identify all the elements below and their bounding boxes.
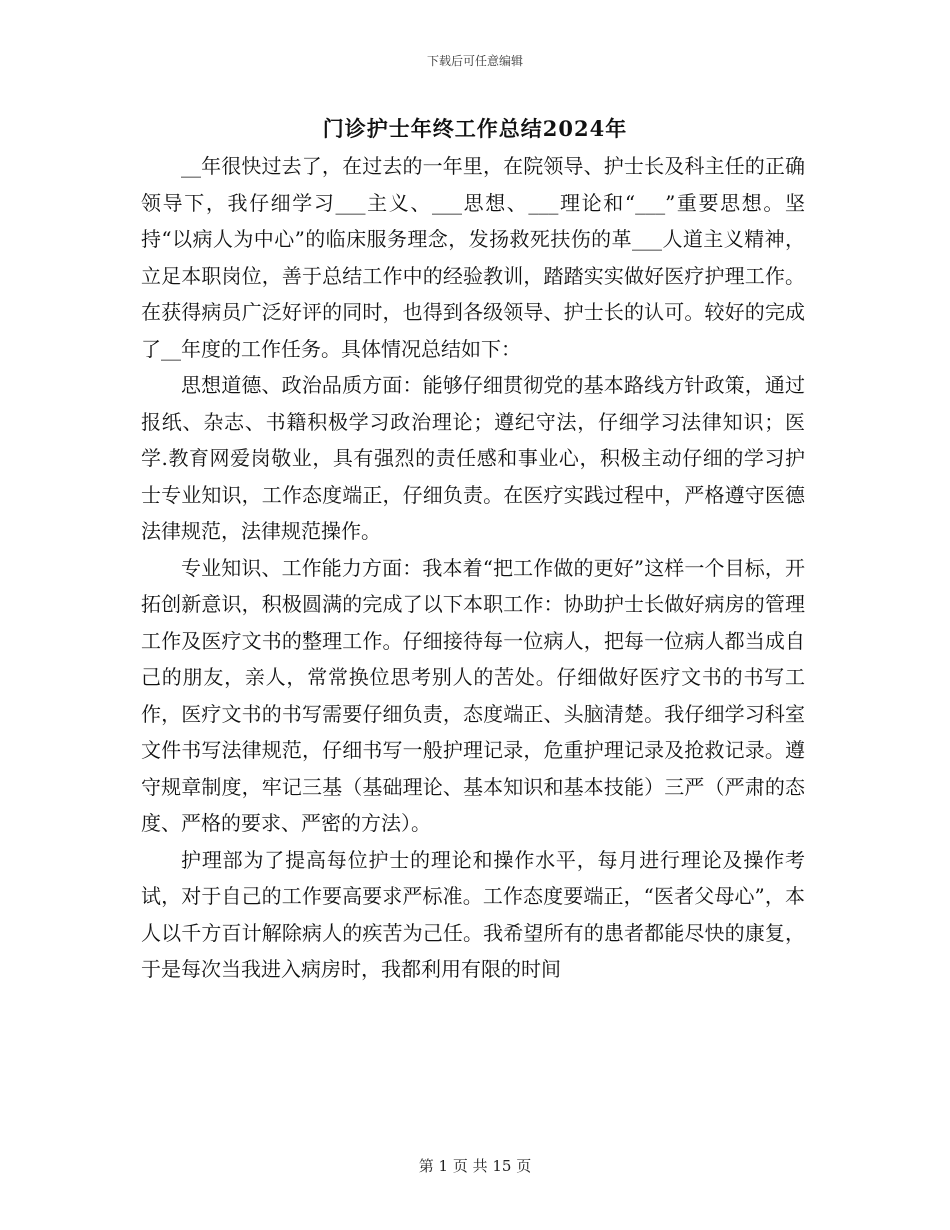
paragraph-intro: __年很快过去了，在过去的一年里，在院领导、护士长及科主任的正确领导下，我仔细学习___主义、___思想、___理论和“___”重要思想。坚持“以病人为中心”的临床服务理念，发扬救死扶伤的革___人道主义精神，立足本职岗位，善于总结工作中的经验教训，踏踏实实做好医疗护理工作。在获得病员广泛好评的同时，也得到各级领导、护士长的认可。较好的完成了__年度的工作任务。具体情况总结如下： xyxy=(141,154,805,361)
paragraph-professional: 专业知识、工作能力方面：我本着“把工作做的更好”这样一个目标，开拓创新意识，积极圆满的完成了以下本职工作：协助护士长做好病房的管理工作及医疗文书的整理工作。仔细接待每一位病人，把每一位病人都当成自己的朋友，亲人，常常换位思考别人的苦处。仔细做好医疗文书的书写工作，医疗文书的书写需要仔细负责，态度端正、头脑清楚。我仔细学习科室文件书写法律规范，仔细书写一般护理记录，危重护理记录及抢救记录。遵守规章制度，牢记三基（基础理论、基本知识和基本技能）三严（严肃的态度、严格的要求、严密的方法）。 xyxy=(141,555,805,835)
page-footer: 第 1 页 共 15 页 xyxy=(418,1157,532,1175)
document-title: 门诊护士年终工作总结2024年 xyxy=(322,116,628,141)
document-body xyxy=(141,148,805,988)
paragraph-ideology: 思想道德、政治品质方面：能够仔细贯彻党的基本路线方针政策，通过报纸、杂志、书籍积极学习政治理论；遵纪守法，仔细学习法律知识；医学.教育网爱岗敬业，具有强烈的责任感和事业心，积极主动仔细的学习护士专业知识，工作态度端正，仔细负责。在医疗实践过程中，严格遵守医德法律规范，法律规范操作。 xyxy=(141,373,805,543)
paragraph-training: 护理部为了提高每位护士的理论和操作水平，每月进行理论及操作考试，对于自己的工作要高要求严标准。工作态度要端正，“医者父母心”，本人以千方百计解除病人的疾苦为己任。我希望所有的患者都能尽快的康复，于是每次当我进入病房时，我都利用有限的时间 xyxy=(141,847,805,981)
header-note: 下载后可任意编辑 xyxy=(426,54,523,68)
